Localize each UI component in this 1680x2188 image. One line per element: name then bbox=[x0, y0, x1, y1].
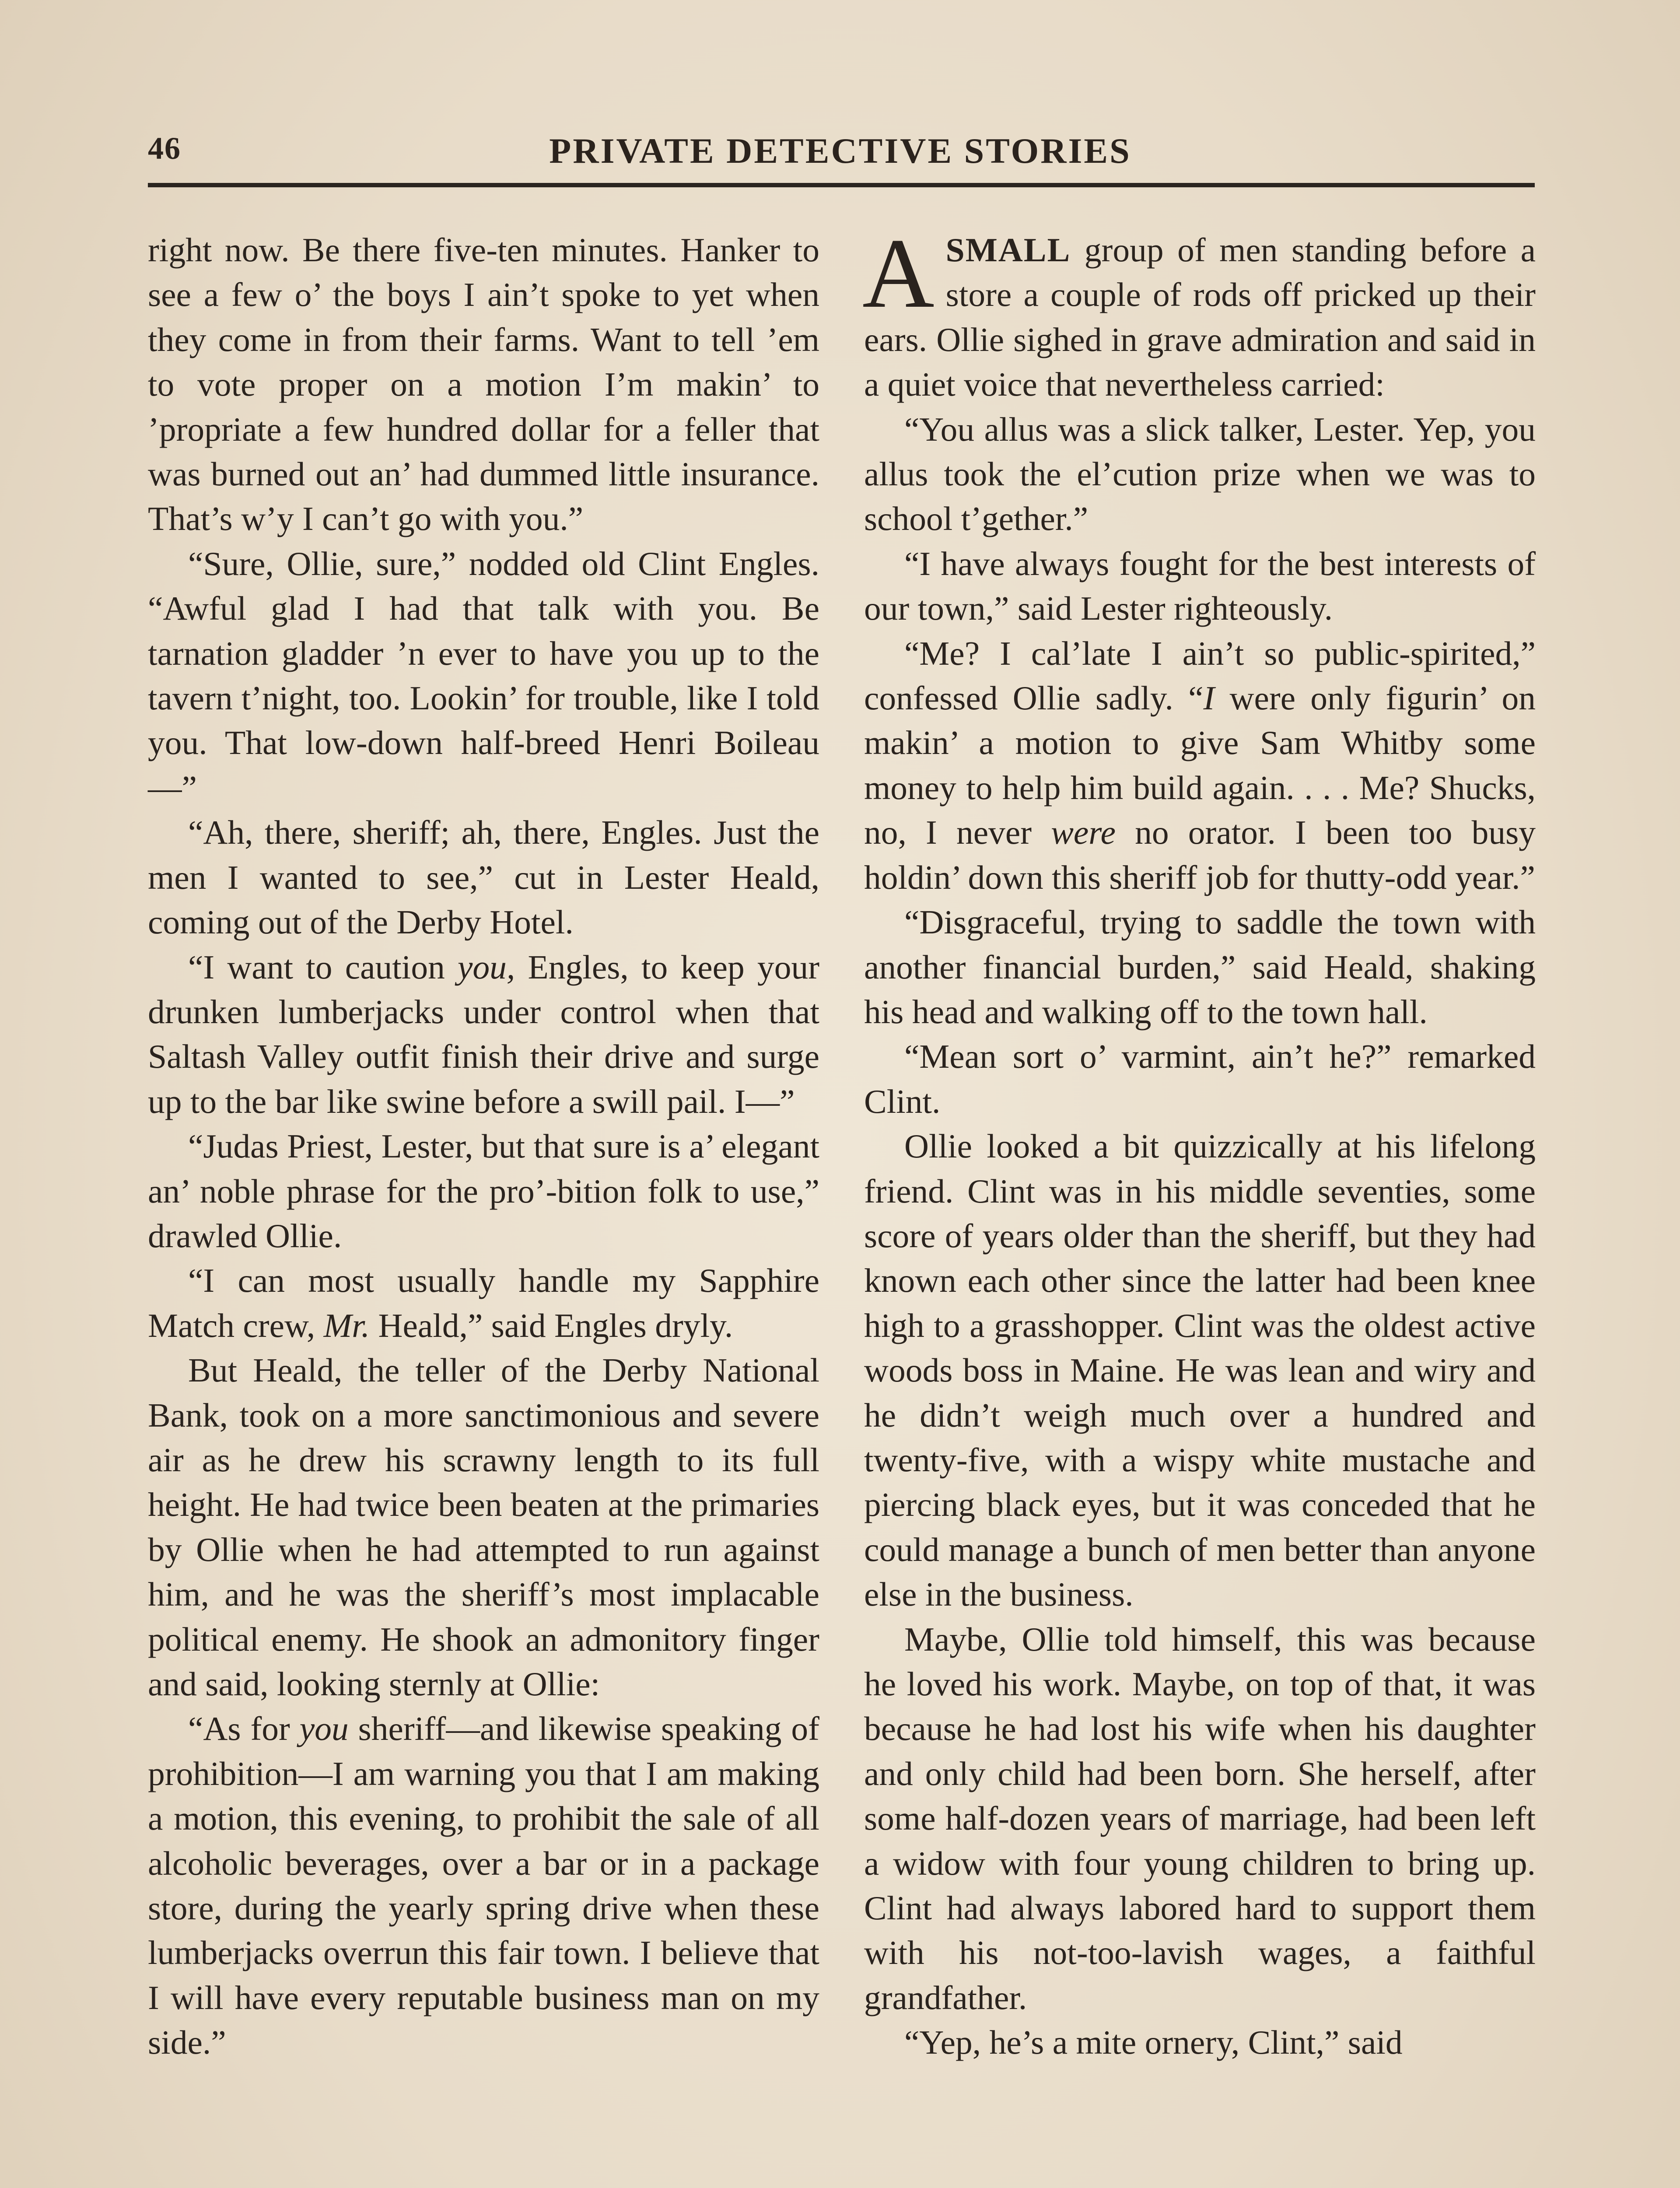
header-rule bbox=[148, 183, 1535, 187]
text-run: “I can most usually handle my Sapphire Match crew, bbox=[148, 1262, 819, 1344]
drop-cap: A bbox=[862, 218, 934, 329]
paragraph: “Disgraceful, trying to saddle the town with another financial burden,” said Heald, shaking his head and walking off to the town hall. bbox=[864, 903, 1536, 1031]
text-run: “As for bbox=[188, 1710, 300, 1748]
paragraph bbox=[148, 1706, 819, 2065]
emphasis: Mr. bbox=[323, 1306, 370, 1344]
emphasis: I bbox=[1203, 679, 1215, 717]
paragraph: “You allus was a slick talker, Lester. Yep, you allus took the el’cution prize when we was to school t’gether.” bbox=[864, 410, 1536, 538]
paragraph: “Ah, there, sheriff; ah, there, Engles. Just the men I wanted to see,” cut in Lester Heald, coming out of the Derby Hotel. bbox=[148, 813, 819, 941]
page-number: 46 bbox=[148, 131, 181, 166]
paragraph: Ollie looked a bit quizzically at his lifelong friend. Clint was in his middle seventies, some score of years older than the sheriff, but they had known each other since the latter had been knee high to a grasshopper. Clint was the oldest active woods boss in Maine. He was lean and wiry and he didn’t weigh much over a hundred and twenty-five, with a wispy white mustache and piercing black eyes, but it was conceded that he could manage a bunch of men better than anyone else in the business. bbox=[864, 1127, 1536, 1613]
paragraph bbox=[148, 945, 819, 1124]
text-run: group of men standing before a store a couple of rods off pricked up their ears. Ollie sighed in grave admiration and said in a quiet voice that nevertheless carried: bbox=[864, 231, 1536, 403]
text-run: Heald,” said Engles dryly. bbox=[370, 1306, 733, 1344]
text-run: “Me? I cal’late I ain’t so public-spirited,” confessed Ollie sadly. “ bbox=[864, 634, 1536, 717]
text-run: “I want to caution bbox=[188, 948, 458, 986]
opening-paragraph bbox=[862, 218, 1536, 407]
text-run: sheriff—and likewise speaking of prohibition—I am warning you that I am making a motion, this evening, to prohibit the sale of all alcoholic beverages, over a bar or in a package store, during the yearly spring drive when these lumberjacks overrun this fair town. I believe that I will have every reputable business man on my side.” bbox=[148, 1710, 819, 2062]
paragraph: “Sure, Ollie, sure,” nodded old Clint Engles. “Awful glad I had that talk with you. Be tarnation gladder ’n ever to have you up to the tavern t’night, too. Lookin’ for trouble, like I told you. That low-down half-breed Henri Boileau—” bbox=[148, 544, 819, 806]
emphasis: you, bbox=[458, 948, 515, 986]
emphasis: were bbox=[1051, 813, 1116, 852]
text-run: Engles, to keep your drunken lumberjacks under control when that Saltash Valley outfit finish their drive and surge up to the bar like swine before a swill pail. I—” bbox=[148, 948, 819, 1120]
paragraph bbox=[864, 631, 1536, 900]
paragraph: “Mean sort o’ varmint, ain’t he?” remarked Clint. bbox=[864, 1038, 1536, 1120]
page-header bbox=[148, 127, 1533, 175]
text-run: were only figurin’ on makin’ a motion to give Sam Whitby some money to help him build again. . . . Me? Shucks, no, I never bbox=[864, 679, 1536, 852]
paragraph: But Heald, the teller of the Derby National Bank, took on a more sanctimonious and severe air as he drew his scrawny length to its full height. He had twice been beaten at the primaries by Ollie when he had attempted to run against him, and he was the sheriff’s most implacable political enemy. He shook an admonitory finger and said, looking sternly at Ollie: bbox=[148, 1351, 819, 1703]
text-run: no orator. I been too busy holdin’ down this sheriff job for thutty-odd year.” bbox=[864, 813, 1536, 896]
opening-smallcaps: SMALL bbox=[945, 231, 1071, 269]
emphasis: you bbox=[299, 1710, 349, 1748]
paragraph: right now. Be there five-ten minutes. Hanker to see a few o’ the boys I ain’t spoke to yet when they come in from their farms. Want to tell ’em to vote proper on a motion I’m makin’ to ’propriate a few hundred dollar for a feller that was burned out an’ had dummed little insurance. That’s w’y I can’t go with you.” bbox=[148, 231, 819, 538]
right-column bbox=[862, 218, 1536, 2065]
left-column bbox=[148, 228, 819, 2065]
running-head-title: PRIVATE DETECTIVE STORIES bbox=[549, 131, 1131, 171]
paragraph: “I have always fought for the best interests of our town,” said Lester righteously. bbox=[864, 544, 1536, 628]
paragraph: “Yep, he’s a mite ornery, Clint,” said bbox=[904, 2023, 1403, 2062]
paragraph bbox=[148, 1258, 819, 1348]
paragraph: “Judas Priest, Lester, but that sure is a’ elegant an’ noble phrase for the pro’-bition folk to use,” drawled Ollie. bbox=[148, 1127, 819, 1255]
paragraph: Maybe, Ollie told himself, this was because he loved his work. Maybe, on top of that, it was because he had lost his wife when his daughter and only child had been born. She herself, after some half-dozen years of marriage, had been left a widow with four young children to bring up. Clint had always labored hard to support them with his not-too-lavish wages, a faithful grandfather. bbox=[864, 1620, 1536, 2016]
